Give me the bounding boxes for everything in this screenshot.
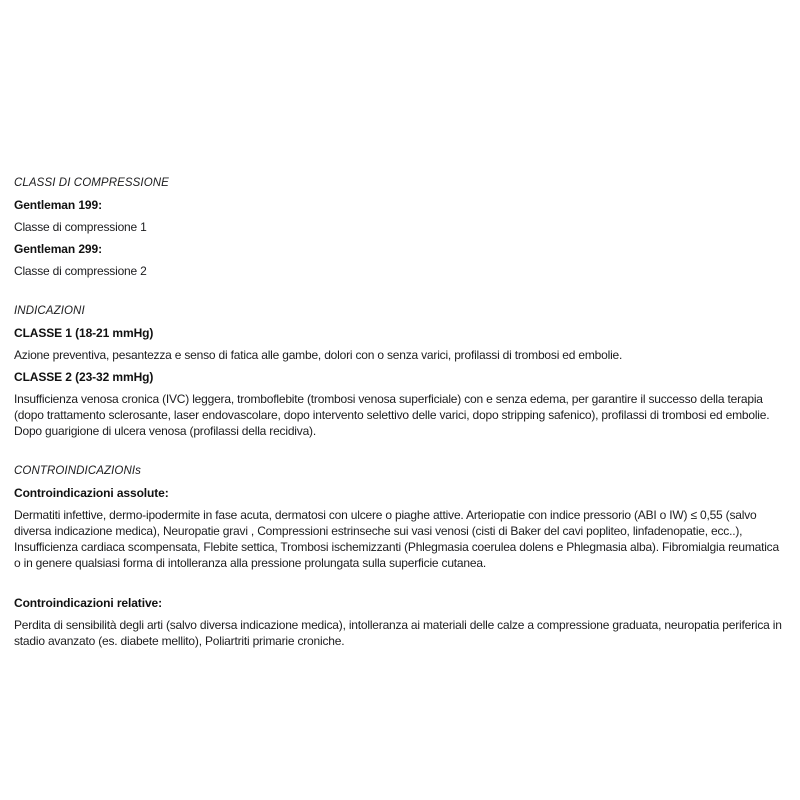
section-controindicazioni: [14, 463, 788, 649]
section-classi-di-compressione: [14, 175, 788, 279]
document-content: [14, 175, 788, 655]
section-title-controindicazioni: CONTROINDICAZIONIs: [14, 465, 142, 477]
paragraph-controindicazioni-relative: Perdita di sensibilità degli arti (salvo diversa indicazione medica), intolleranza ai materiali delle calze a compressione graduata, neuropatia periferica in stadio avanzato (es. diabete mellito), Poliartriti primarie croniche.: [14, 618, 782, 648]
label-controindicazioni-assolute: Controindicazioni assolute:: [14, 486, 169, 500]
label-controindicazioni-relative: Controindicazioni relative:: [14, 596, 162, 610]
section-title-indicazioni: INDICAZIONI: [14, 305, 85, 317]
label-classe-2: CLASSE 2 (23-32 mmHg): [14, 370, 154, 384]
label-classe-1: CLASSE 1 (18-21 mmHg): [14, 326, 154, 340]
paragraph-classe-compressione-1: Classe di compressione 1: [14, 220, 147, 234]
paragraph-classe-compressione-2: Classe di compressione 2: [14, 264, 147, 278]
label-gentleman-199: Gentleman 199:: [14, 198, 102, 212]
section-indicazioni: [14, 303, 788, 439]
label-gentleman-299: Gentleman 299:: [14, 242, 102, 256]
paragraph-indicazioni-classe-2: Insufficienza venosa cronica (IVC) leggera, tromboflebite (trombosi venosa superficiale) con e senza edema, per garantire il successo della terapia (dopo trattamento sclerosante, laser endovascolare, dopo intervento selettivo delle varici, dopo stripping safenico), profilassi di trombosi ed embolie. Dopo guarigione di ulcera venosa (profilassi della recidiva).: [14, 392, 770, 438]
paragraph-indicazioni-classe-1: Azione preventiva, pesantezza e senso di fatica alle gambe, dolori con o senza varici, profilassi di trombosi ed embolie.: [14, 348, 623, 362]
section-title-classi-di-compressione: CLASSI DI COMPRESSIONE: [14, 177, 169, 189]
paragraph-controindicazioni-assolute: Dermatiti infettive, dermo-ipodermite in fase acuta, dermatosi con ulcere o piaghe attive. Arteriopatie con indice pressorio (ABI o IW) ≤ 0,55 (salvo diversa indicazione medica), Neuropatie gravi , Compressioni estrinseche sui vasi venosi (cisti di Baker del cavi popliteo, linfadenopatie, ecc..), Insufficienza cardiaca scompensata, Flebite settica, Trombosi ischemizzanti (Phlegmasia coerulea dolens e Phlegmasia alba). Fibromialgia reumatica o in genere qualsiasi forma di intolleranza alla pressione prolungata sulla superficie cutanea.: [14, 508, 779, 570]
